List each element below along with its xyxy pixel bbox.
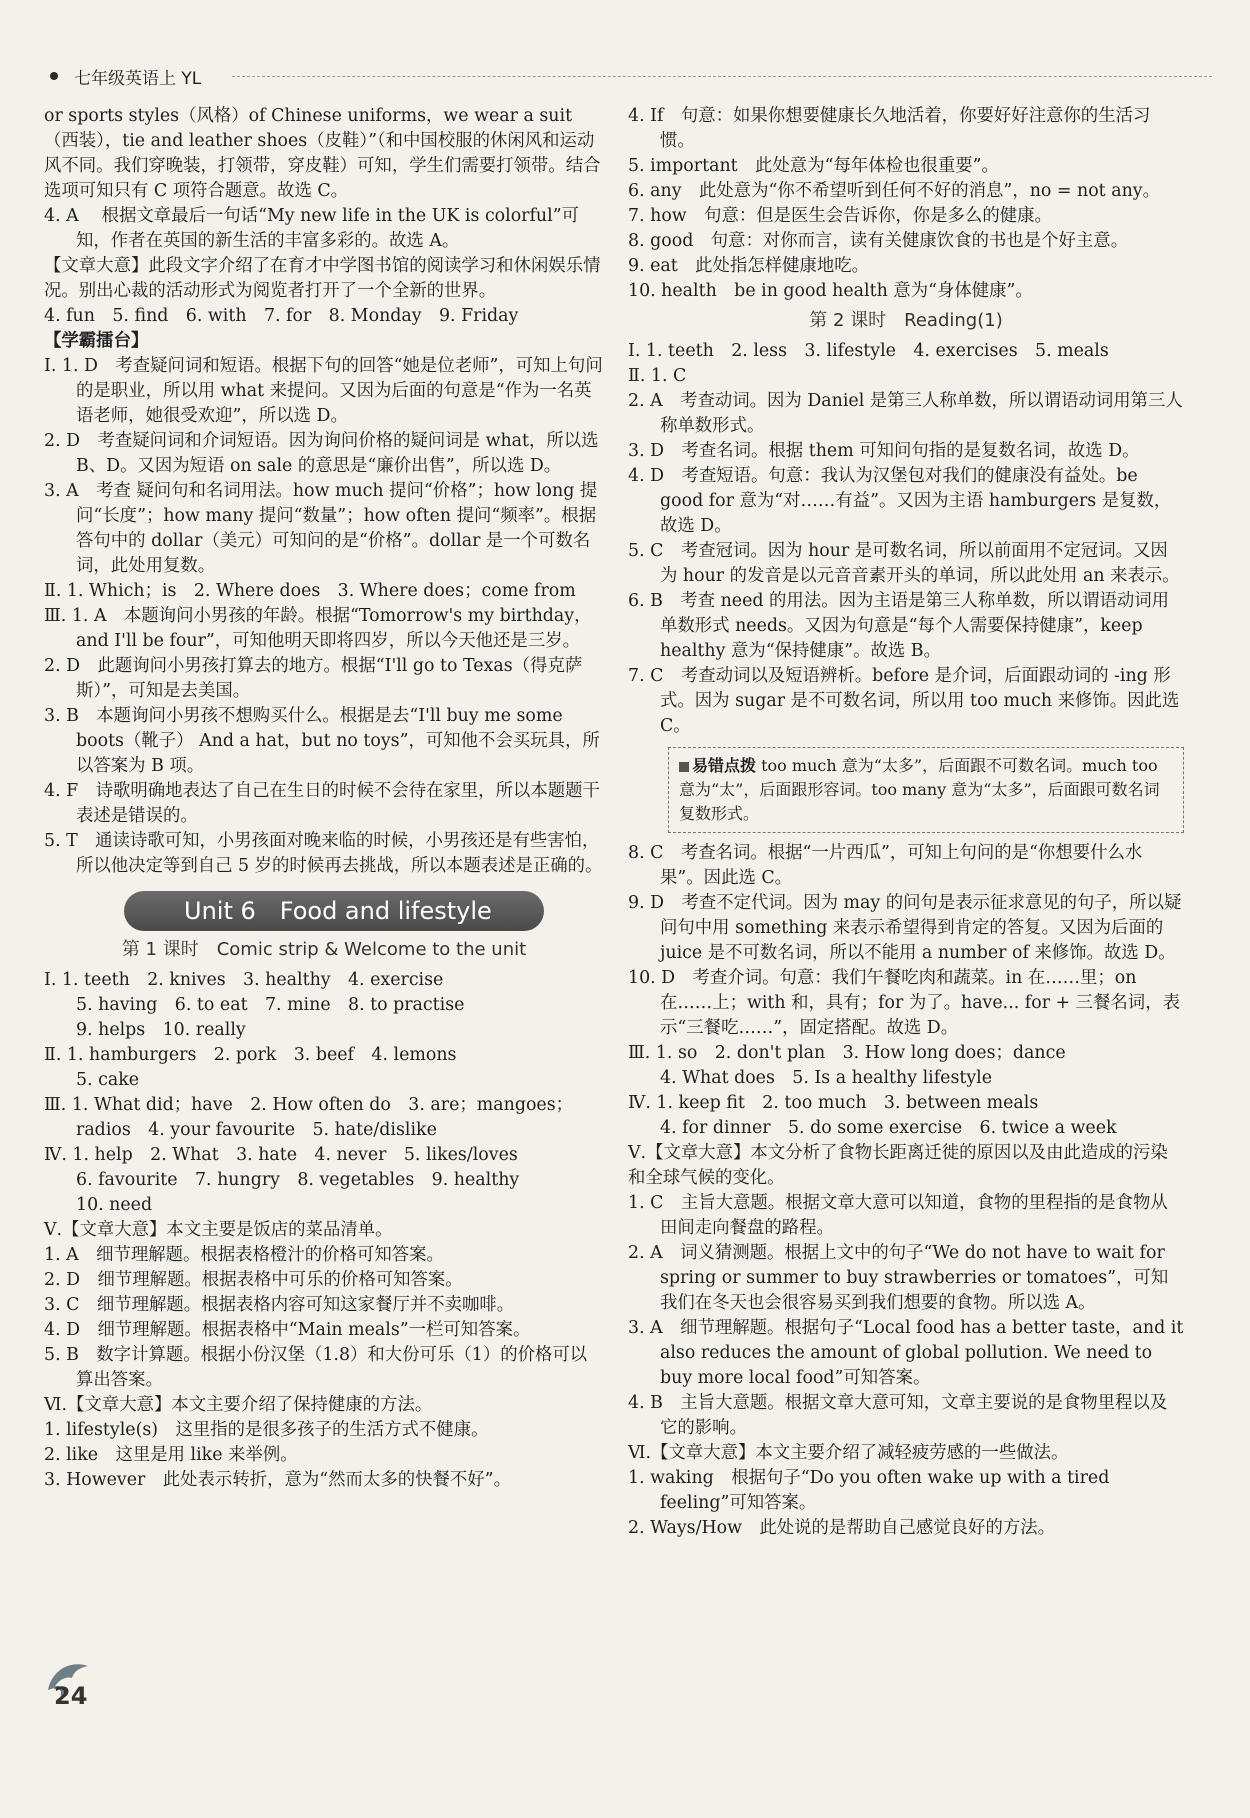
left-column [44,104,604,1493]
answer-line: 9. D 考查不定代词。因为 may 的问句是表示征求意见的句子，所以疑问句中用 something 来表示希望得到肯定的答复。又因为后面的 juice 是不可数名词，所以不能用 a number of 来修饰。故选 D。 [628,893,1182,963]
answer-line: 1. C 主旨大意题。根据文章大意可以知道，食物的里程指的是食物从田间走向餐盘的路程。 [628,1193,1168,1238]
answer-line: Ⅰ. 1. D 考查疑问词和短语。根据下句的回答“她是位老师”，可知上句问的是职业，所以用 what 来提问。又因为后面的句意是“作为一名英语老师，她很受欢迎”，所以选 D。 [44,356,603,426]
answer-line: 8. C 考查名词。根据“一片西瓜”，可知上句问的是“你想要什么水果”。因此选 C。 [628,843,1143,888]
answer-line: 3. D 考查名词。根据 them 可知问句指的是复数名词，故选 D。 [628,441,1140,461]
passage-summary: 【文章大意】此段文字介绍了在育才中学图书馆的阅读学习和休闲娱乐情况。别出心裁的活动形式为阅览者打开了一个全新的世界。 [44,256,601,301]
answer-line: 2. Ways/How 此处说的是帮助自己感觉良好的方法。 [628,1518,1056,1538]
lesson-heading: 第 1 课时 Comic strip & Welcome to the unit [121,939,527,960]
answer-line: 4. D 考查短语。句意：我认为汉堡包对我们的健康没有益处。be good for 意为“对……有益”。又因为主语 hamburgers 是复数，故选 D。 [628,466,1172,536]
answer-line: 1. waking 根据句子“Do you often wake up with a tired feeling”可知答案。 [628,1468,1110,1513]
answer-line: 10. D 考查介词。句意：我们午餐吃肉和蔬菜。in 在……里；on 在……上；with 和，具有；for 为了。have... for + 三餐名词，表示“三餐吃……”，固定搭配。故选 D。 [628,968,1180,1038]
answer-line: 3. A 细节理解题。根据句子“Local food has a better taste，and it also reduces the amount of global pollution. We need to buy more local food”可知答案。 [628,1318,1184,1388]
answer-line: 2. A 考查动词。因为 Daniel 是第三人称单数，所以谓语动词用第三人称单数形式。 [628,391,1183,436]
answer-line: 10. health be in good health 意为“身体健康”。 [628,281,1033,301]
answer-line: 5. B 数字计算题。根据小份汉堡（1.8）和大份可乐（1）的价格可以算出答案。 [44,1345,588,1390]
answer-line: Ⅳ. 1. help 2. What 3. hate 4. never 5. likes/loves [44,1145,518,1165]
tip-box [668,747,1184,833]
passage-summary: Ⅴ.【文章大意】本文分析了食物长距离迁徙的原因以及由此造成的污染和全球气候的变化。 [628,1143,1168,1188]
bullet-icon [50,72,58,80]
tip-text: too much 意为“太多”，后面跟不可数名词。much too 意为“太”，后面跟形容词。too many 意为“太多”，后面跟可数名词复数形式。 [679,756,1160,823]
answer-line: 6. favourite 7. hungry 8. vegetables 9. healthy [76,1170,520,1190]
answer-line: 4. fun 5. find 6. with 7. for 8. Monday 9. Friday [44,306,519,326]
answer-line: 2. D 此题询问小男孩打算去的地方。根据“I'll go to Texas（得克萨斯）”，可知是去美国。 [44,656,583,701]
answer-line: or sports styles（风格）of Chinese uniforms，we wear a suit（西装），tie and leather shoes（皮鞋）”（和中国校服的休闲风和运动风不同。我们穿晚装，打领带，穿皮鞋）可知，学生们需要打领带。结合选项可知只有 C 项符合题意。故选 C。 [44,106,601,201]
right-column [628,104,1184,1541]
answer-line: Ⅱ. 1. C [628,366,687,386]
answer-line: 10. need [76,1195,153,1215]
answer-line: 3. A 考查 疑问句和名词用法。how much 提问“价格”；how long 提问“长度”；how many 提问“数量”；how often 提问“频率”。根据答句中的 dollar（美元）可知问的是“价格”。dollar 是一个可数名词，此处用复数。 [44,481,598,576]
tip-label: 易错点拨 [679,756,756,775]
answer-line: 4. B 主旨大意题。根据文章大意可知，文章主要说的是食物里程以及它的影响。 [628,1393,1168,1438]
answer-line: Ⅰ. 1. teeth 2. less 3. lifestyle 4. exercises 5. meals [628,341,1109,361]
answer-line: 5. having 6. to eat 7. mine 8. to practise [76,995,465,1015]
page-header [44,64,1212,88]
answer-line: 4. What does 5. Is a healthy lifestyle [660,1068,993,1088]
answer-line: 6. B 考查 need 的用法。因为主语是第三人称单数，所以谓语动词用单数形式 needs。又因为句意是“每个人需要保持健康”，keep healthy 意为“保持健康”。故选 B。 [628,591,1170,661]
answer-line: 3. B 本题询问小男孩不想购买什么。根据是去“I'll buy me some boots（靴子） And a hat，but no toys”，可知他不会买玩具，所以答案为 B 项。 [44,706,600,776]
answer-line: 4. F 诗歌明确地表达了自己在生日的时候不会待在家里，所以本题题干表述是错误的。 [44,781,600,826]
answer-line: Ⅱ. 1. Which；is 2. Where does 3. Where does；come from [44,581,576,601]
answer-line: 3. C 细节理解题。根据表格内容可知这家餐厅并不卖咖啡。 [44,1295,515,1315]
answer-line: 1. A 细节理解题。根据表格橙汁的价格可知答案。 [44,1245,444,1265]
answer-line: 5. T 通读诗歌可知，小男孩面对晚来临的时候，小男孩还是有些害怕，所以他决定等到自己 5 岁的时候再去挑战，所以本题表述是正确的。 [44,831,603,876]
answer-line: 6. any 此处意为“你不希望听到任何不好的消息”，no = not any。 [628,181,1160,201]
answer-line: 5. important 此处意为“每年体检也很重要”。 [628,156,999,176]
answer-line: 4. for dinner 5. do some exercise 6. twice a week [660,1118,1117,1138]
answer-line: 5. cake [76,1070,140,1090]
answer-line: 4. A 根据文章最后一句话“My new life in the UK is colorful”可知，作者在英国的新生活的丰富多彩的。故选 A。 [44,206,579,251]
passage-summary: Ⅵ.【文章大意】本文主要介绍了保持健康的方法。 [44,1395,433,1415]
passage-summary: Ⅵ.【文章大意】本文主要介绍了减轻疲劳感的一些做法。 [628,1443,1069,1463]
answer-line: Ⅰ. 1. teeth 2. knives 3. healthy 4. exercise [44,970,444,990]
passage-summary: Ⅴ.【文章大意】本文主要是饭店的菜品清单。 [44,1220,393,1240]
page-number: 24 [54,1682,88,1710]
answer-line: Ⅲ. 1. What did；have 2. How often do 3. are；mangoes；radios 4. your favourite 5. hate/dislike [44,1095,574,1140]
answer-line: 2. D 细节理解题。根据表格中可乐的价格可知答案。 [44,1270,463,1290]
answer-line: 9. helps 10. really [76,1020,246,1040]
answer-line: 9. eat 此处指怎样健康地吃。 [628,256,870,276]
answer-line: Ⅲ. 1. so 2. don't plan 3. How long does；dance [628,1043,1066,1063]
answer-line: 2. like 这里是用 like 来举例。 [44,1445,298,1465]
book-title: 七年级英语上 YL [74,69,202,89]
answer-line: 2. A 词义猜测题。根据上文中的句子“We do not have to wait for spring or summer to buy strawberries or tomatoes”，可知我们在冬天也会很容易买到我们想要的食物。所以选 A。 [628,1243,1169,1313]
answer-line: 7. C 考查动词以及短语辨析。before 是介词，后面跟动词的 -ing 形式。因为 sugar 是不可数名词，所以用 too much 来修饰。因此选 C。 [628,666,1180,736]
header-rule [232,76,1212,77]
answer-line: Ⅳ. 1. keep fit 2. too much 3. between meals [628,1093,1039,1113]
answer-line: Ⅱ. 1. hamburgers 2. pork 3. beef 4. lemons [44,1045,457,1065]
section-heading: 【学霸擂台】 [44,331,149,351]
answer-line: 8. good 句意：对你而言，读有关健康饮食的书也是个好主意。 [628,231,1129,251]
lesson-heading: 第 2 课时 Reading(1) [809,310,1003,331]
answer-line: 4. If 句意：如果你想要健康长久地活着，你要好好注意你的生活习惯。 [628,106,1151,151]
answer-line: 5. C 考查冠词。因为 hour 是可数名词，所以前面用不定冠词。又因为 hour 的发音是以元音音素开头的单词，所以此处用 an 来表示。 [628,541,1180,586]
answer-line: 3. However 此处表示转折，意为“然而太多的快餐不好”。 [44,1470,511,1490]
answer-line: 7. how 句意：但是医生会告诉你，你是多么的健康。 [628,206,1052,226]
answer-line: 2. D 考查疑问词和介词短语。因为询问价格的疑问词是 what，所以选 B、D。又因为短语 on sale 的意思是“廉价出售”，所以选 D。 [44,431,599,476]
answer-line: 1. lifestyle(s) 这里指的是很多孩子的生活方式不健康。 [44,1420,489,1440]
answer-line: Ⅲ. 1. A 本题询问小男孩的年龄。根据“Tomorrow's my birthday，and I'll be four”，可知他明天即将四岁，所以今天他还是三岁。 [44,606,592,651]
answer-line: 4. D 细节理解题。根据表格中“Main meals”一栏可知答案。 [44,1320,531,1340]
unit-banner: Unit 6 Food and lifestyle [124,891,544,931]
